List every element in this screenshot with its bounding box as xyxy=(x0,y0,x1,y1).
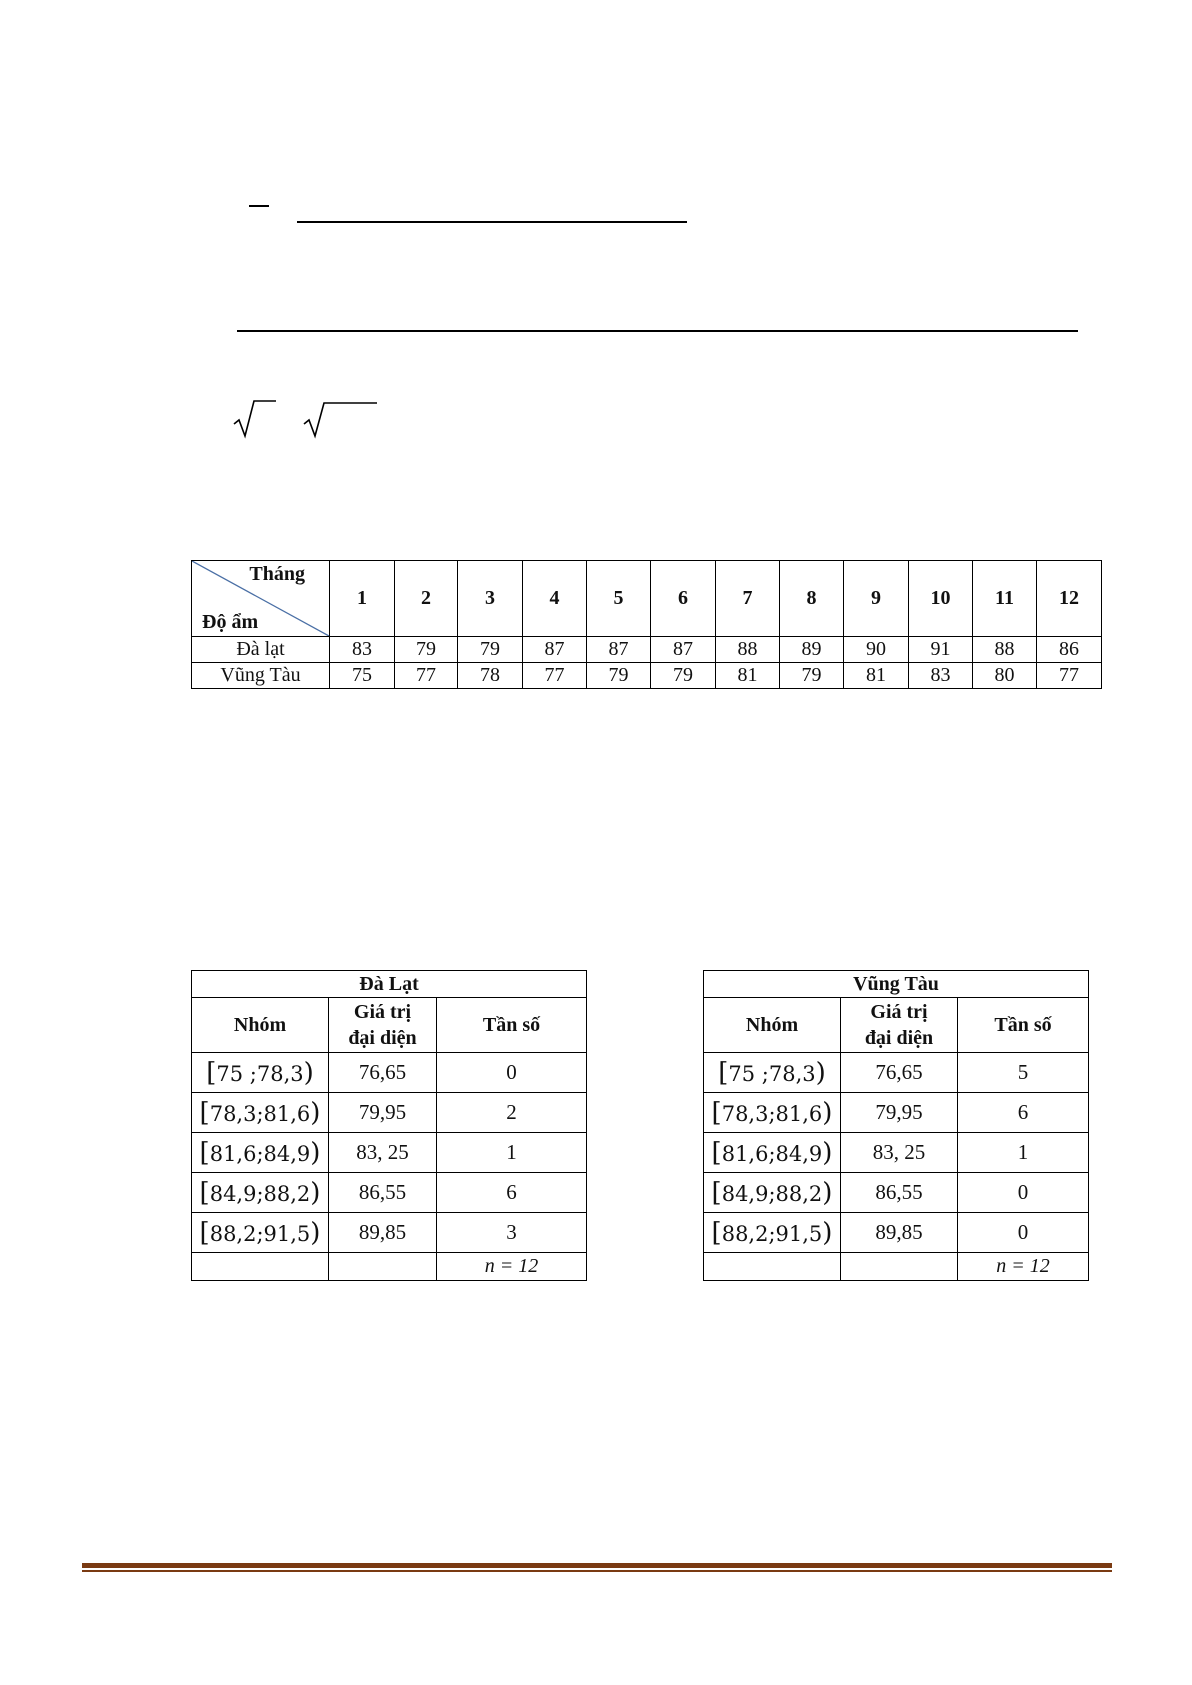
footer-rule-thick xyxy=(82,1563,1112,1568)
row-label: Đà lạt xyxy=(192,637,330,663)
representative-value: 83, 25 xyxy=(329,1133,437,1173)
group-interval: [78,3;81,6) xyxy=(704,1093,841,1133)
humidity-value: 80 xyxy=(973,663,1037,689)
humidity-value: 86 xyxy=(1037,637,1102,663)
sample-size: n = 12 xyxy=(437,1253,587,1281)
month-header: 5 xyxy=(587,561,651,637)
humidity-value: 88 xyxy=(973,637,1037,663)
humidity-value: 77 xyxy=(1037,663,1102,689)
month-header-row xyxy=(192,561,1102,637)
row-label: Vũng Tàu xyxy=(192,663,330,689)
humidity-value: 89 xyxy=(780,637,844,663)
humidity-value: 87 xyxy=(587,637,651,663)
humidity-value: 78 xyxy=(458,663,523,689)
table-row xyxy=(704,1093,1089,1133)
representative-value: 89,85 xyxy=(841,1213,958,1253)
representative-value: 83, 25 xyxy=(841,1133,958,1173)
humidity-value: 81 xyxy=(716,663,780,689)
group-interval: [88,2;91,5) xyxy=(704,1213,841,1253)
month-header: 6 xyxy=(651,561,716,637)
month-header: 10 xyxy=(909,561,973,637)
table-row xyxy=(704,1173,1089,1213)
table-row xyxy=(704,1213,1089,1253)
table-row xyxy=(192,663,1102,689)
month-header: 3 xyxy=(458,561,523,637)
humidity-value: 79 xyxy=(651,663,716,689)
representative-value: 76,65 xyxy=(329,1053,437,1093)
humidity-value: 90 xyxy=(844,637,909,663)
group-interval: [84,9;88,2) xyxy=(192,1173,329,1213)
group-interval: [75 ;78,3) xyxy=(704,1053,841,1093)
humidity-value: 77 xyxy=(523,663,587,689)
humidity-value: 79 xyxy=(395,637,458,663)
humidity-value: 83 xyxy=(330,637,395,663)
frequency-header: Tần số xyxy=(958,998,1089,1053)
representative-value-header: Giá trị đại diện xyxy=(329,998,437,1053)
month-header: 7 xyxy=(716,561,780,637)
vungtau-frequency-table xyxy=(703,970,1089,1281)
group-interval: [88,2;91,5) xyxy=(192,1213,329,1253)
frequency-value: 6 xyxy=(437,1173,587,1213)
group-interval: [75 ;78,3) xyxy=(192,1053,329,1093)
frequency-value: 0 xyxy=(958,1213,1089,1253)
square-root-sign-long xyxy=(302,400,378,440)
empty-cell xyxy=(704,1253,841,1281)
frequency-value: 1 xyxy=(437,1133,587,1173)
footer-rule-thin xyxy=(82,1570,1112,1572)
corner-month-label: Tháng xyxy=(249,563,305,585)
humidity-value: 79 xyxy=(587,663,651,689)
table-row xyxy=(192,1173,587,1213)
group-interval: [81,6;84,9) xyxy=(192,1133,329,1173)
frequency-value: 5 xyxy=(958,1053,1089,1093)
representative-value: 86,55 xyxy=(329,1173,437,1213)
corner-cell xyxy=(192,561,330,637)
month-header: 9 xyxy=(844,561,909,637)
representative-value: 76,65 xyxy=(841,1053,958,1093)
humidity-value: 77 xyxy=(395,663,458,689)
group-interval: [81,6;84,9) xyxy=(704,1133,841,1173)
fraction-bar-long xyxy=(237,330,1078,332)
humidity-table xyxy=(191,560,1102,689)
sample-size: n = 12 xyxy=(958,1253,1089,1281)
frequency-value: 3 xyxy=(437,1213,587,1253)
humidity-value: 87 xyxy=(523,637,587,663)
month-header: 4 xyxy=(523,561,587,637)
humidity-value: 87 xyxy=(651,637,716,663)
fraction-bar xyxy=(297,221,687,223)
dalat-frequency-table xyxy=(191,970,587,1281)
overline-mark xyxy=(249,205,269,207)
table-row xyxy=(704,1053,1089,1093)
humidity-value: 79 xyxy=(780,663,844,689)
representative-value: 79,95 xyxy=(841,1093,958,1133)
humidity-value: 79 xyxy=(458,637,523,663)
month-header: 8 xyxy=(780,561,844,637)
humidity-value: 81 xyxy=(844,663,909,689)
humidity-value: 91 xyxy=(909,637,973,663)
frequency-value: 1 xyxy=(958,1133,1089,1173)
group-header: Nhóm xyxy=(704,998,841,1053)
group-interval: [78,3;81,6) xyxy=(192,1093,329,1133)
frequency-value: 2 xyxy=(437,1093,587,1133)
representative-value: 79,95 xyxy=(329,1093,437,1133)
frequency-value: 0 xyxy=(437,1053,587,1093)
representative-value-header: Giá trị đại diện xyxy=(841,998,958,1053)
table-row xyxy=(192,1093,587,1133)
empty-cell xyxy=(841,1253,958,1281)
table-row xyxy=(192,1053,587,1093)
table-row xyxy=(704,1133,1089,1173)
empty-cell xyxy=(192,1253,329,1281)
humidity-value: 83 xyxy=(909,663,973,689)
frequency-value: 0 xyxy=(958,1173,1089,1213)
month-header: 1 xyxy=(330,561,395,637)
empty-cell xyxy=(329,1253,437,1281)
table-row xyxy=(192,637,1102,663)
corner-humidity-label: Độ ẩm xyxy=(202,611,259,633)
square-root-sign xyxy=(232,398,277,440)
frequency-value: 6 xyxy=(958,1093,1089,1133)
group-header: Nhóm xyxy=(192,998,329,1053)
representative-value: 86,55 xyxy=(841,1173,958,1213)
month-header: 2 xyxy=(395,561,458,637)
representative-value: 89,85 xyxy=(329,1213,437,1253)
month-header: 12 xyxy=(1037,561,1102,637)
frequency-header: Tần số xyxy=(437,998,587,1053)
humidity-value: 75 xyxy=(330,663,395,689)
table-row xyxy=(192,1133,587,1173)
table-title: Vũng Tàu xyxy=(704,971,1089,998)
group-interval: [84,9;88,2) xyxy=(704,1173,841,1213)
humidity-value: 88 xyxy=(716,637,780,663)
month-header: 11 xyxy=(973,561,1037,637)
table-row xyxy=(192,1213,587,1253)
table-title: Đà Lạt xyxy=(192,971,587,998)
